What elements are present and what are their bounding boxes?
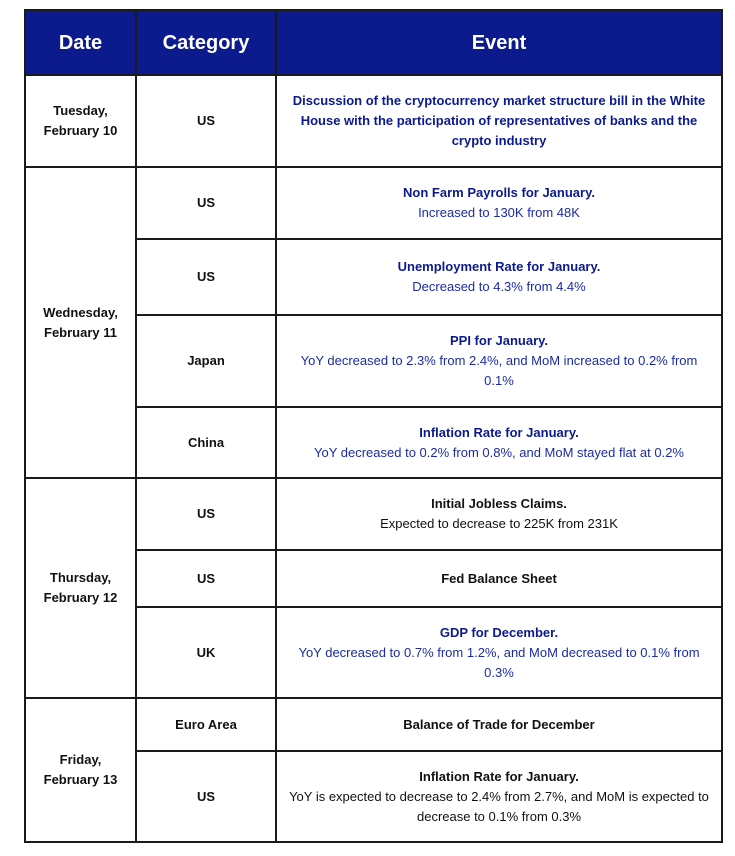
event-cell: [276, 407, 722, 478]
economic-calendar-table: [24, 9, 723, 843]
event-title: Unemployment Rate for January.: [397, 259, 601, 274]
event-title: Inflation Rate for January.: [419, 424, 579, 440]
event-title: Initial Jobless Claims.: [431, 496, 567, 511]
event-description: YoY decreased to 2.3% from 2.4%, and MoM increased to 0.2% from 0.1%: [300, 353, 698, 388]
table-row: [25, 167, 722, 239]
event-title: Non Farm Payrolls for January.: [403, 185, 595, 200]
event-cell: [276, 607, 722, 698]
event-title: Fed Balance Sheet: [441, 570, 557, 586]
event-cell: [276, 478, 722, 550]
category-cell: US: [136, 478, 276, 550]
date-wednesday: Wednesday, February 11: [25, 167, 136, 478]
date-friday: Friday, February 13: [25, 698, 136, 842]
header-row: [25, 10, 722, 75]
event-cell: [276, 167, 722, 239]
event-cell: [276, 751, 722, 842]
event-description: Expected to decrease to 225K from 231K: [380, 516, 618, 531]
header-category: Category: [136, 10, 276, 75]
category-cell: US: [136, 167, 276, 239]
event-title: Inflation Rate for January.: [419, 768, 579, 784]
table-row: [25, 698, 722, 751]
event-cell: [276, 315, 722, 407]
event-description: YoY decreased to 0.2% from 0.8%, and MoM stayed flat at 0.2%: [314, 444, 684, 460]
category-cell: Japan: [136, 315, 276, 407]
date-tuesday: Tuesday, February 10: [25, 75, 136, 167]
event-description: YoY is expected to decrease to 2.4% from 2.7%, and MoM is expected to decrease to 0.1% from 0.3%: [289, 788, 709, 824]
table-row: [25, 75, 722, 167]
category-cell: US: [136, 75, 276, 167]
category-cell: US: [136, 550, 276, 607]
event-title: Balance of Trade for December: [403, 716, 595, 732]
event-title: Discussion of the cryptocurrency market structure bill in the White House with the participation of representatives of banks and the crypto industry: [292, 93, 706, 148]
category-cell: China: [136, 407, 276, 478]
event-cell: [276, 698, 722, 751]
event-cell: [276, 239, 722, 315]
category-cell: US: [136, 239, 276, 315]
header-event: Event: [276, 10, 722, 75]
event-title: GDP for December.: [439, 624, 559, 640]
table-row: [25, 478, 722, 550]
event-description: Decreased to 4.3% from 4.4%: [412, 279, 586, 294]
event-description: YoY decreased to 0.7% from 1.2%, and MoM decreased to 0.1% from 0.3%: [298, 644, 700, 680]
event-cell: [276, 550, 722, 607]
event-title: PPI for January.: [449, 333, 548, 348]
category-cell: UK: [136, 607, 276, 698]
event-description: Increased to 130K from 48K: [418, 205, 580, 220]
category-cell: Euro Area: [136, 698, 276, 751]
event-cell: [276, 75, 722, 167]
category-cell: US: [136, 751, 276, 842]
date-thursday: Thursday, February 12: [25, 478, 136, 698]
header-date: Date: [25, 10, 136, 75]
